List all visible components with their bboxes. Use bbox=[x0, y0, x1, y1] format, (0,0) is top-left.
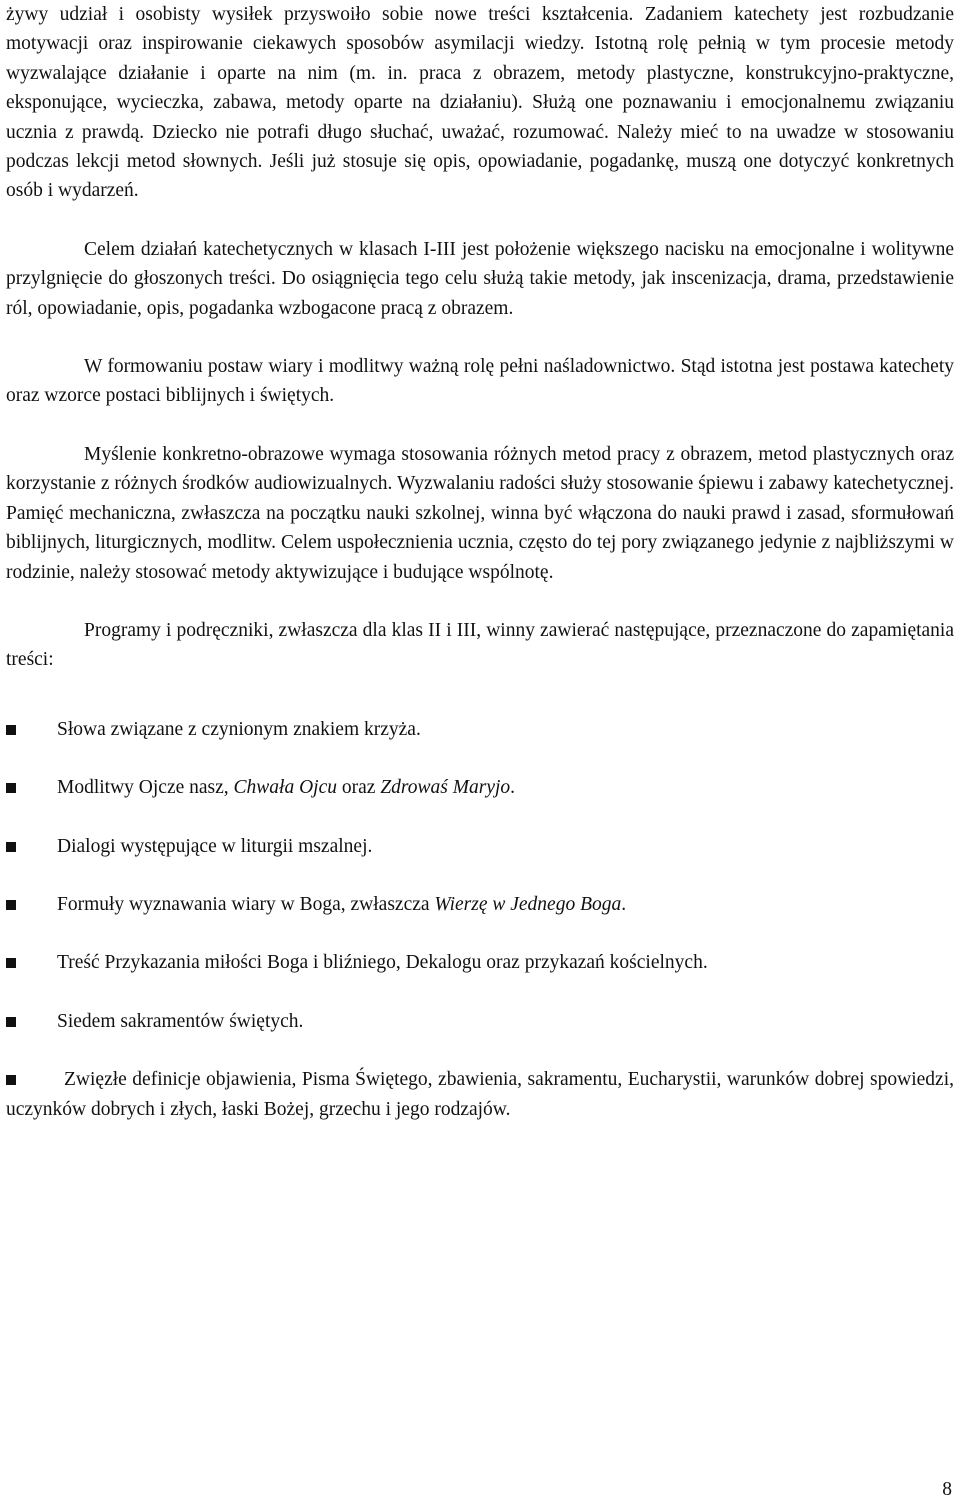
document-page bbox=[6, 0, 954, 1124]
list-item bbox=[6, 1007, 954, 1036]
paragraph-2: Celem działań katechetycznych w klasach I-III jest położenie większego nacisku na emocjonalne i wolitywne przylgnięcie do głoszonych treści. Do osiągnięcia tego celu służą takie metody, jak inscenizacja, drama, przedstawienie ról, opowiadanie, opis, pogadanka wzbogacone pracą z obrazem. bbox=[6, 238, 954, 319]
list-item-text: oraz bbox=[337, 777, 381, 799]
paragraph-5: Programy i podręczniki, zwłaszcza dla klas II i III, winny zawierać następujące, przeznaczone do zapamiętania treści: bbox=[6, 619, 954, 671]
list-item-text: Dialogi występujące w liturgii mszalnej. bbox=[57, 835, 373, 857]
square-bullet-icon bbox=[6, 842, 16, 852]
prayer-title: Zdrowaś Maryjo bbox=[380, 777, 511, 799]
list-item-text: Formuły wyznawania wiary w Boga, zwłaszcza bbox=[57, 893, 435, 915]
square-bullet-icon bbox=[6, 725, 16, 735]
list-item bbox=[6, 832, 954, 861]
creed-title: Wierzę w Jednego Boga bbox=[434, 893, 622, 915]
square-bullet-icon bbox=[6, 783, 16, 793]
list-item bbox=[6, 715, 954, 744]
list-item bbox=[6, 773, 954, 802]
list-item-text: Modlitwy Ojcze nasz, bbox=[57, 777, 234, 799]
square-bullet-icon bbox=[6, 1017, 16, 1027]
memorization-list bbox=[6, 715, 954, 1124]
square-bullet-icon bbox=[6, 900, 16, 910]
list-item-text: Zwięzłe definicje objawienia, Pisma Świętego, zbawienia, sakramentu, Eucharystii, warunków dobrej spowiedzi, uczynków dobrych i złych, łaski Bożej, grzechu i jego rodzajów. bbox=[6, 1069, 954, 1120]
prayer-title: Chwała Ojcu bbox=[233, 777, 338, 799]
paragraph-1: żywy udział i osobisty wysiłek przyswoiło sobie nowe treści kształcenia. Zadaniem katechety jest rozbudzanie motywacji oraz inspirowanie ciekawych sposobów asymilacji wiedzy. Istotną rolę pełnią w tym procesie metody wyzwalające działanie i oparte na nim (m. in. praca z obrazem, metody plastyczne, konstrukcyjno-praktyczne, eksponujące, wycieczka, zabawa, metody oparte na działaniu). Służą one poznawaniu i emocjonalnemu związaniu ucznia z prawdą. Dziecko nie potrafi długo słuchać, uważać, rozumować. Należy mieć to na uwadze w stosowaniu podczas lekcji metod słownych. Jeśli już stosuje się opis, opowiadanie, pogadankę, muszą one dotyczyć konkretnych osób i wydarzeń. bbox=[6, 4, 954, 202]
list-item-text: Treść Przykazania miłości Boga i bliźniego, Dekalogu oraz przykazań kościelnych. bbox=[57, 952, 708, 974]
list-item-text: . bbox=[621, 893, 627, 915]
list-item bbox=[6, 890, 954, 919]
list-item-text: Siedem sakramentów świętych. bbox=[57, 1010, 304, 1032]
list-item bbox=[6, 948, 954, 977]
paragraph-4: Myślenie konkretno-obrazowe wymaga stosowania różnych metod pracy z obrazem, metod plastycznych oraz korzystanie z różnych środków audiowizualnych. Wyzwalaniu radości służy stosowanie śpiewu i zabawy katechetycznej. Pamięć mechaniczna, zwłaszcza na początku nauki szkolnej, winna być włączona do nauki prawd i zasad, sformułowań biblijnych, liturgicznych, modlitw. Celem uspołecznienia ucznia, często do tej pory związanego jedynie z najbliższymi w rodzinie, należy stosować metody aktywizujące i budujące wspólnotę. bbox=[6, 443, 954, 583]
list-item-text: Słowa związane z czynionym znakiem krzyża. bbox=[57, 718, 421, 740]
square-bullet-icon bbox=[6, 958, 16, 968]
list-item-text: . bbox=[510, 777, 516, 799]
paragraph-3: W formowaniu postaw wiary i modlitwy ważną rolę pełni naśladownictwo. Stąd istotna jest postawa katechety oraz wzorce postaci biblijnych i świętych. bbox=[6, 356, 954, 407]
list-item bbox=[6, 1065, 954, 1124]
page-number: 8 bbox=[942, 1479, 952, 1500]
square-bullet-icon bbox=[6, 1075, 16, 1085]
